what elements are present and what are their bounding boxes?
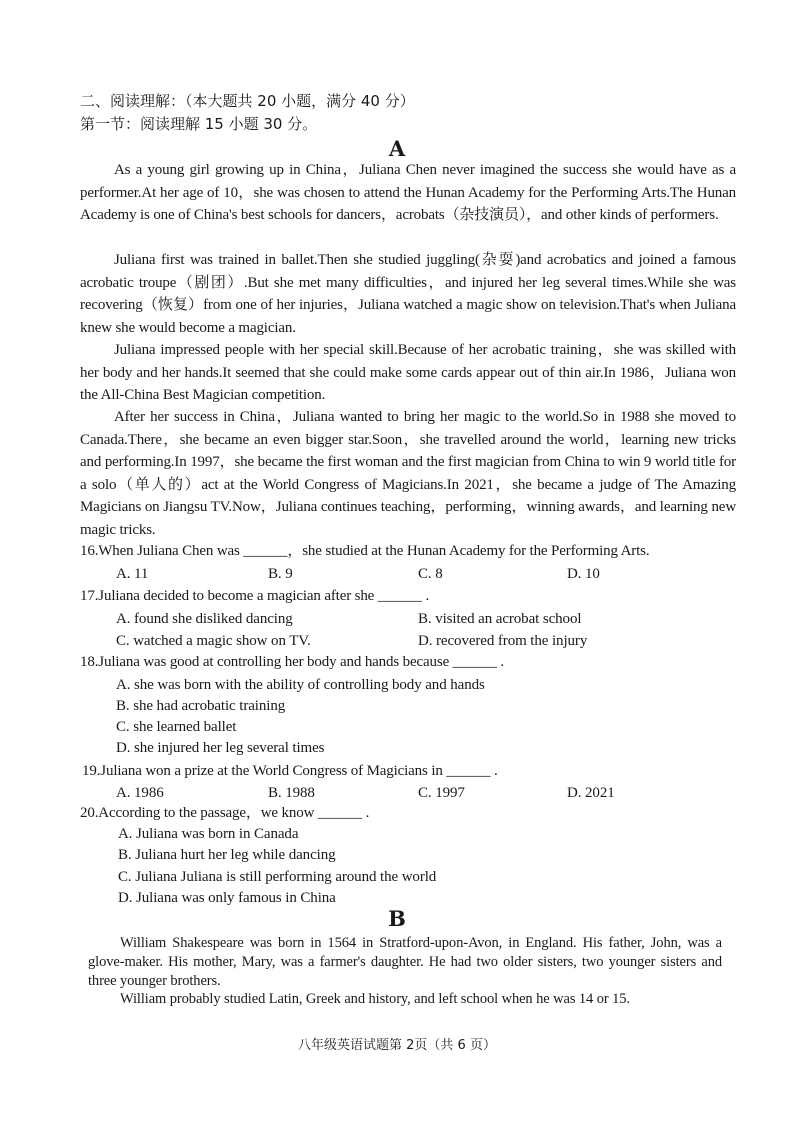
question-18: 18.Juliana was good at controlling her body and hands because ______ . (80, 654, 504, 670)
question-17-option-d: D. recovered from the injury (418, 633, 588, 649)
question-17-option-b: B. visited an acrobat school (418, 611, 582, 627)
question-19-option-a: A. 1986 (116, 785, 164, 801)
passage-a-title: A (388, 136, 406, 161)
question-17-option-c: C. watched a magic show on TV. (116, 633, 311, 649)
question-20: 20.According to the passage，we know ______ . (80, 805, 370, 821)
question-18-option-d: D. she injured her leg several times (116, 740, 325, 756)
passage-b-paragraph-1: William Shakespeare was born in 1564 in Stratford-upon-Avon, in England. His father, John, was a glove-maker. His mother, Mary, was a farmer's daughter. He had two older sisters, two younger sisters and three younger brothers. (88, 935, 722, 989)
question-19-option-c: C. 1997 (418, 785, 465, 801)
passage-a-paragraph-4: After her success in China，Juliana wanted to bring her magic to the world.So in 1988 she moved to Canada.There，she became an even bigger star.Soon，she travelled around the world，learning new tricks and performing.In 1997，she became the first woman and the first magician from China to win 9 world title for a solo（单人的）act at the World Congress of Magicians.In 2021，she became a judge of The Amazing Magicians on Jiangsu TV.Now，Juliana continues teaching，performing，winning awards，and learning new magic tricks. (80, 409, 736, 538)
question-20-option-b: B. Juliana hurt her leg while dancing (118, 847, 336, 863)
question-18-option-a: A. she was born with the ability of controlling body and hands (116, 677, 485, 693)
question-19-option-d: D. 2021 (567, 785, 615, 801)
part-heading: 二、阅读理解：（本大题共 20 小题，满分 40 分） (80, 92, 415, 110)
question-17: 17.Juliana decided to become a magician after she ______ . (80, 588, 430, 604)
question-20-option-a: A. Juliana was born in Canada (118, 826, 299, 842)
question-16: 16.When Juliana Chen was ______，she studied at the Hunan Academy for the Performing Arts. (80, 543, 650, 559)
page-footer: 八年级英语试题第 2页（共 6 页） (298, 1038, 496, 1053)
question-19: 19.Juliana won a prize at the World Congress of Magicians in ______ . (82, 763, 498, 779)
passage-b-paragraph-2: William probably studied Latin, Greek and history, and left school when he was 14 or 15. (120, 991, 630, 1007)
question-16-option-a: A. 11 (116, 566, 149, 582)
passage-a-paragraph-2: Juliana first was trained in ballet.Then she studied juggling(杂耍)and acrobatics and joined a famous acrobatic troupe（剧团）.But she met many difficulties，and injured her leg several times.While she was recovering（恢复）from one of her injuries，Juliana watched a magic show on television.That's when Juliana knew she would become a magician. (80, 252, 736, 336)
question-18-option-c: C. she learned ballet (116, 719, 237, 735)
question-16-option-d: D. 10 (567, 566, 600, 582)
question-16-option-b: B. 9 (268, 566, 293, 582)
passage-b-title: B (388, 906, 406, 931)
question-17-option-a: A. found she disliked dancing (116, 611, 293, 627)
passage-a-paragraph-3: Juliana impressed people with her special skill.Because of her acrobatic training，she was skilled with her body and her hands.It seemed that she could make some cards appear out of thin air.In 1986，Juliana won the All-China Best Magician competition. (80, 342, 736, 403)
section-heading: 第一节：阅读理解 15 小题 30 分。 (80, 115, 318, 133)
question-18-option-b: B. she had acrobatic training (116, 698, 286, 714)
question-16-option-c: C. 8 (418, 566, 443, 582)
passage-a-paragraph-1: As a young girl growing up in China，Juliana Chen never imagined the success she would have as a performer.At her age of 10，she was chosen to attend the Hunan Academy for the Performing Arts.The Hunan Academy is one of China's best schools for dancers，acrobats（杂技演员），and other kinds of performers. (80, 162, 736, 223)
question-19-option-b: B. 1988 (268, 785, 315, 801)
question-20-option-d: D. Juliana was only famous in China (118, 890, 336, 906)
question-20-option-c: C. Juliana Juliana is still performing around the world (118, 869, 437, 885)
